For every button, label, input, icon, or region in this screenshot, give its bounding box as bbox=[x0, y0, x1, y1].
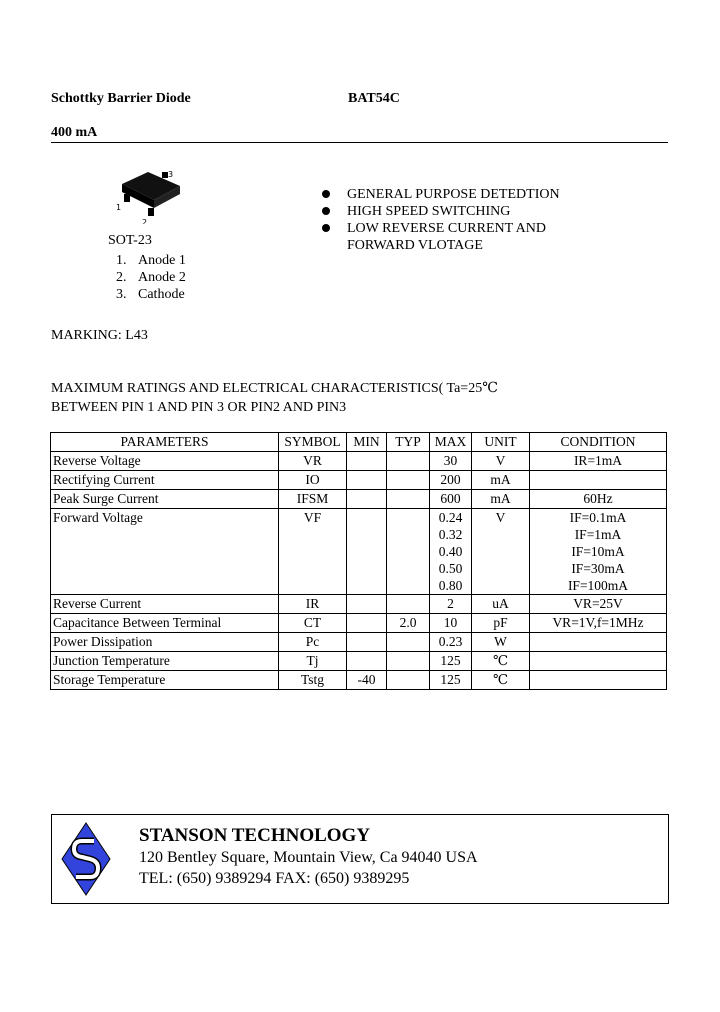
pin-label-2: 2 bbox=[142, 218, 148, 224]
stanson-s-logo-icon bbox=[60, 821, 112, 897]
feature-item: GENERAL PURPOSE DETEDTION bbox=[322, 186, 560, 203]
header-parameters: PARAMETERS bbox=[51, 433, 279, 452]
header-min: MIN bbox=[347, 433, 387, 452]
table-row: Peak Surge Current IFSM 600 mA 60Hz bbox=[51, 490, 667, 509]
table-row: Junction Temperature Tj 125 ℃ bbox=[51, 652, 667, 671]
bullet-icon bbox=[322, 224, 330, 232]
table-row: Power Dissipation Pc 0.23 W bbox=[51, 633, 667, 652]
forward-voltage-max-values: 0.24 0.32 0.40 0.50 0.80 bbox=[430, 509, 472, 595]
pin-list bbox=[116, 252, 186, 303]
bullet-icon bbox=[322, 207, 330, 215]
pin-label-3: 3 bbox=[168, 170, 174, 179]
sot23-package-icon bbox=[110, 164, 190, 224]
table-row: Reverse Voltage VR 30 V IR=1mA bbox=[51, 452, 667, 471]
package-name: SOT-23 bbox=[108, 233, 152, 248]
table-header-row bbox=[51, 433, 667, 452]
marking-code: MARKING: L43 bbox=[51, 328, 148, 343]
company-address: 120 Bentley Square, Mountain View, Ca 94040 USA bbox=[139, 849, 478, 866]
table-row: Reverse Current IR 2 uA VR=25V bbox=[51, 595, 667, 614]
company-name: STANSON TECHNOLOGY bbox=[139, 825, 371, 846]
header-divider bbox=[51, 142, 668, 143]
forward-voltage-conditions: IF=0.1mA IF=1mA IF=10mA IF=30mA IF=100mA bbox=[530, 509, 667, 595]
feature-item: LOW REVERSE CURRENT AND bbox=[322, 220, 560, 237]
feature-item: HIGH SPEED SWITCHING bbox=[322, 203, 560, 220]
header-symbol: SYMBOL bbox=[279, 433, 347, 452]
part-number: BAT54C bbox=[348, 91, 400, 106]
pin-item: 2. Anode 2 bbox=[116, 270, 186, 285]
table-row: Storage Temperature Tstg -40 125 ℃ bbox=[51, 671, 667, 690]
bullet-icon bbox=[322, 190, 330, 198]
characteristics-table bbox=[50, 432, 667, 690]
header-max: MAX bbox=[430, 433, 472, 452]
ratings-heading: MAXIMUM RATINGS AND ELECTRICAL CHARACTERISTICS( Ta=25℃ BETWEEN PIN 1 AND PIN 3 OR PIN2 AND PIN3 bbox=[51, 381, 498, 415]
current-rating: 400 mA bbox=[51, 125, 98, 140]
header-unit: UNIT bbox=[472, 433, 530, 452]
table-row: Capacitance Between Terminal CT 2.0 10 pF VR=1V,f=1MHz bbox=[51, 614, 667, 633]
feature-list bbox=[322, 186, 560, 254]
pin-label-1: 1 bbox=[116, 203, 122, 212]
company-contact: TEL: (650) 9389294 FAX: (650) 9389295 bbox=[139, 870, 410, 887]
header-typ: TYP bbox=[387, 433, 430, 452]
table-row: Rectifying Current IO 200 mA bbox=[51, 471, 667, 490]
pin-item: 1. Anode 1 bbox=[116, 253, 186, 268]
company-footer bbox=[51, 814, 669, 904]
document-title: Schottky Barrier Diode bbox=[51, 91, 191, 106]
table-row: Forward Voltage VF 0.24 0.32 0.40 0.50 0.80 V IF=0.1mA IF=1mA IF=10mA IF=30mA IF=100mA bbox=[51, 509, 667, 595]
pin-item: 3. Cathode bbox=[116, 287, 185, 302]
feature-continuation: FORWARD VLOTAGE bbox=[347, 238, 483, 253]
header-condition: CONDITION bbox=[530, 433, 667, 452]
